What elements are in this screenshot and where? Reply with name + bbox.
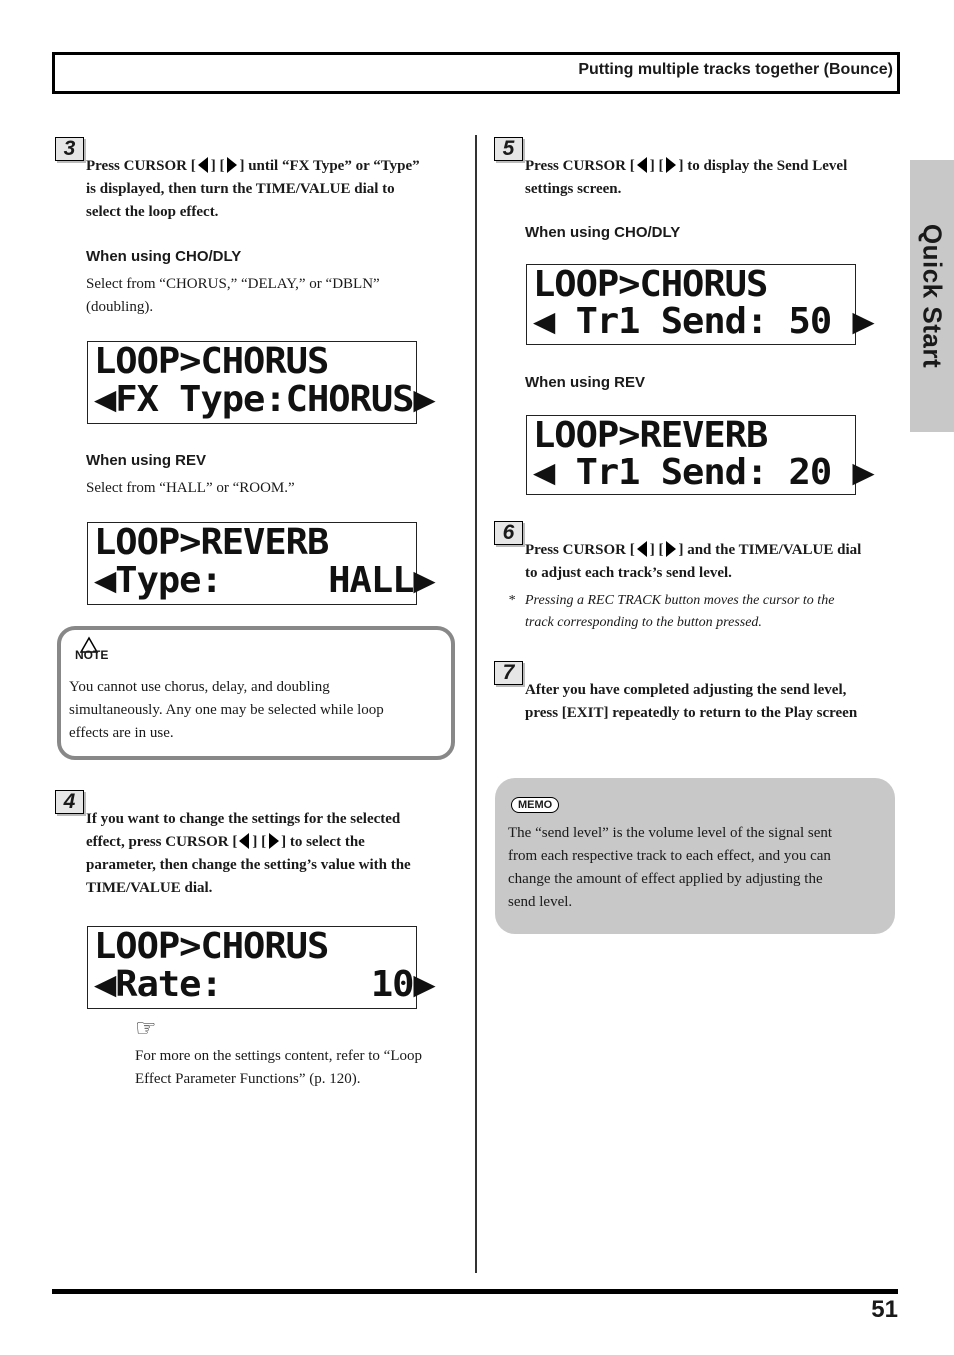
cursor-left-icon bbox=[198, 157, 208, 173]
lcd-line-2: ◀ Tr1 Send: 20 ▶ bbox=[533, 452, 874, 493]
rev-description: Select from “HALL” or “ROOM.” bbox=[86, 480, 295, 496]
lcd-display-reverb-type bbox=[87, 522, 435, 605]
note-badge-label: NOTE bbox=[75, 648, 109, 662]
cursor-left-icon bbox=[637, 541, 647, 557]
step3-instructions: Press CURSOR [ ] [ ] until “FX Type” or “Type” is displayed, then turn the TIME/VALUE dial to select the loop effect. bbox=[86, 158, 420, 220]
lcd-line-1: LOOP>REVERB bbox=[94, 522, 329, 563]
step5-instructions: Press CURSOR [ ] [ ] to display the Send Level settings screen. bbox=[525, 158, 848, 197]
cursor-right-icon bbox=[227, 157, 237, 173]
section-title: Putting multiple tracks together (Bounce) bbox=[578, 61, 893, 78]
note-box bbox=[57, 626, 455, 760]
cursor-right-icon bbox=[666, 541, 676, 557]
memo-icon: MEMO bbox=[511, 797, 559, 813]
step-number-7: 7 bbox=[494, 661, 523, 685]
cursor-right-icon bbox=[666, 157, 676, 173]
cho-dly-heading: When using CHO/DLY bbox=[525, 224, 681, 241]
reference-text: For more on the settings content, refer to “Loop Effect Parameter Functions” (p. 120). bbox=[135, 1048, 423, 1087]
lcd-display-rate bbox=[87, 926, 435, 1009]
step7-instructions: After you have completed adjusting the send level, press [EXIT] repeatedly to return to the Play screen bbox=[525, 682, 858, 721]
column-divider bbox=[475, 135, 477, 1273]
note-icon bbox=[75, 648, 108, 662]
cho-dly-description: Select from “CHORUS,” “DELAY,” or “DBLN” (doubling). bbox=[86, 276, 380, 315]
page-number: 51 bbox=[871, 1296, 898, 1323]
cursor-right-icon bbox=[269, 833, 279, 849]
lcd-line-1: LOOP>REVERB bbox=[533, 415, 768, 456]
step6-note: Pressing a REC TRACK button moves the cursor to the track corresponding to the button pressed. bbox=[525, 593, 835, 630]
footer-rule bbox=[52, 1289, 898, 1294]
step-number-4: 4 bbox=[55, 790, 84, 814]
lcd-display-fx-type bbox=[87, 341, 435, 424]
lcd-line-2: ◀Rate: 10▶ bbox=[94, 964, 435, 1005]
lcd-display-chorus-send bbox=[526, 264, 874, 345]
reference-icon: ☞ bbox=[135, 1016, 157, 1042]
memo-box bbox=[495, 778, 895, 934]
header-bar bbox=[52, 52, 900, 94]
cursor-left-icon bbox=[239, 833, 249, 849]
lcd-line-2: ◀Type: HALL▶ bbox=[94, 560, 435, 601]
lcd-line-1: LOOP>CHORUS bbox=[94, 926, 329, 967]
lcd-line-2: ◀FX Type:CHORUS▶ bbox=[94, 379, 435, 420]
memo-text: The “send level” is the volume level of the signal sent from each respective track to each effect, and you can change the amount of effect applied by adjusting the send level. bbox=[508, 825, 833, 910]
side-tab-label: Quick Start bbox=[917, 223, 948, 369]
cho-dly-heading: When using CHO/DLY bbox=[86, 248, 242, 265]
step-number-3: 3 bbox=[55, 137, 84, 161]
lcd-line-1: LOOP>CHORUS bbox=[533, 264, 768, 305]
step4-instructions: If you want to change the settings for the selected effect, press CURSOR [ ] [ ] to select the parameter, then change the setting’s value with the TIME/VALUE dial. bbox=[86, 811, 411, 896]
step6-instructions: Press CURSOR [ ] [ ] and the TIME/VALUE dial to adjust each track’s send level. bbox=[525, 542, 862, 581]
lcd-display-reverb-send bbox=[526, 415, 874, 495]
note-text: You cannot use chorus, delay, and doubling simultaneously. Any one may be selected while loop effects are in use. bbox=[69, 679, 384, 741]
side-tab bbox=[910, 160, 954, 432]
step-number-5: 5 bbox=[494, 137, 523, 161]
cursor-left-icon bbox=[637, 157, 647, 173]
note-asterisk: * bbox=[508, 593, 515, 608]
rev-heading: When using REV bbox=[525, 374, 645, 391]
lcd-line-2: ◀ Tr1 Send: 50 ▶ bbox=[533, 301, 874, 342]
lcd-line-1: LOOP>CHORUS bbox=[94, 341, 329, 382]
step-number-6: 6 bbox=[494, 521, 523, 545]
rev-heading: When using REV bbox=[86, 452, 206, 469]
